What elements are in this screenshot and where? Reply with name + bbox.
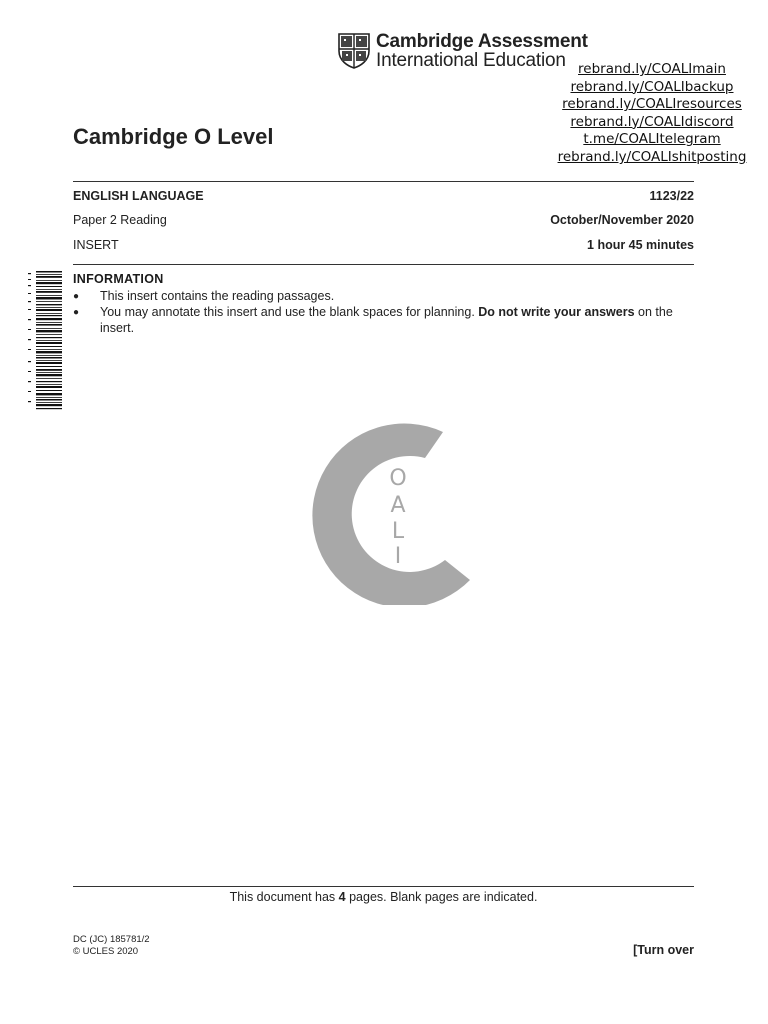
info-bullet-2-text xyxy=(100,305,695,336)
watermark-letter-o: O xyxy=(389,466,407,491)
bullet-icon: ● xyxy=(73,291,80,302)
exam-session: October/November 2020 xyxy=(550,213,694,227)
top-divider xyxy=(73,181,694,182)
link-resources[interactable]: rebrand.ly/COALIresources xyxy=(562,96,742,113)
watermark-letter-i: I xyxy=(394,544,402,569)
paper-name: Paper 2 Reading xyxy=(73,213,167,227)
info-bullet-2 xyxy=(73,305,694,337)
link-shitposting[interactable]: rebrand.ly/COALIshitposting xyxy=(557,148,747,165)
page-count-note xyxy=(73,890,694,904)
qualification-title: Cambridge O Level xyxy=(73,124,274,149)
link-telegram[interactable]: t.me/COALItelegram xyxy=(583,131,721,148)
information-heading: INFORMATION xyxy=(73,272,164,286)
page-count-pre: This document has xyxy=(229,890,339,904)
info-bullet-2-post: on the insert. xyxy=(100,305,673,335)
copyright: © UCLES 2020 xyxy=(73,946,139,957)
bullet-icon: ● xyxy=(73,307,80,318)
info-divider xyxy=(73,264,694,265)
exam-duration: 1 hour 45 minutes xyxy=(587,238,694,252)
logo-subtitle: International Education xyxy=(376,50,566,71)
footer-divider xyxy=(73,886,694,887)
document-code: DC (JC) 185781/2 xyxy=(73,934,150,945)
info-bullet-1 xyxy=(73,289,694,305)
info-bullet-2-bold: Do not write your answers xyxy=(478,305,635,319)
syllabus-code: 1123/22 xyxy=(649,189,694,203)
page-count-number: 4 xyxy=(338,890,346,904)
watermark-letter-l: L xyxy=(391,519,405,544)
promo-links xyxy=(552,61,752,167)
coali-watermark-logo xyxy=(295,420,475,605)
logo-title: Cambridge Assessment xyxy=(376,31,588,52)
page-count-post: pages. Blank pages are indicated. xyxy=(345,890,538,904)
watermark-letter-a: A xyxy=(390,493,406,518)
info-bullet-1-text: This insert contains the reading passages. xyxy=(100,289,335,303)
turn-over-label: [Turn over xyxy=(633,943,694,957)
cambridge-shield-icon xyxy=(338,33,370,69)
subject-name: ENGLISH LANGUAGE xyxy=(73,189,204,203)
link-backup[interactable]: rebrand.ly/COALIbackup xyxy=(570,78,734,95)
barcode-icon xyxy=(24,271,64,411)
link-main[interactable]: rebrand.ly/COALImain xyxy=(578,61,726,77)
info-bullet-2-pre: You may annotate this insert and use the blank spaces for planning. xyxy=(100,305,479,319)
component-name: INSERT xyxy=(73,238,119,252)
link-discord[interactable]: rebrand.ly/COALIdiscord xyxy=(570,113,734,130)
